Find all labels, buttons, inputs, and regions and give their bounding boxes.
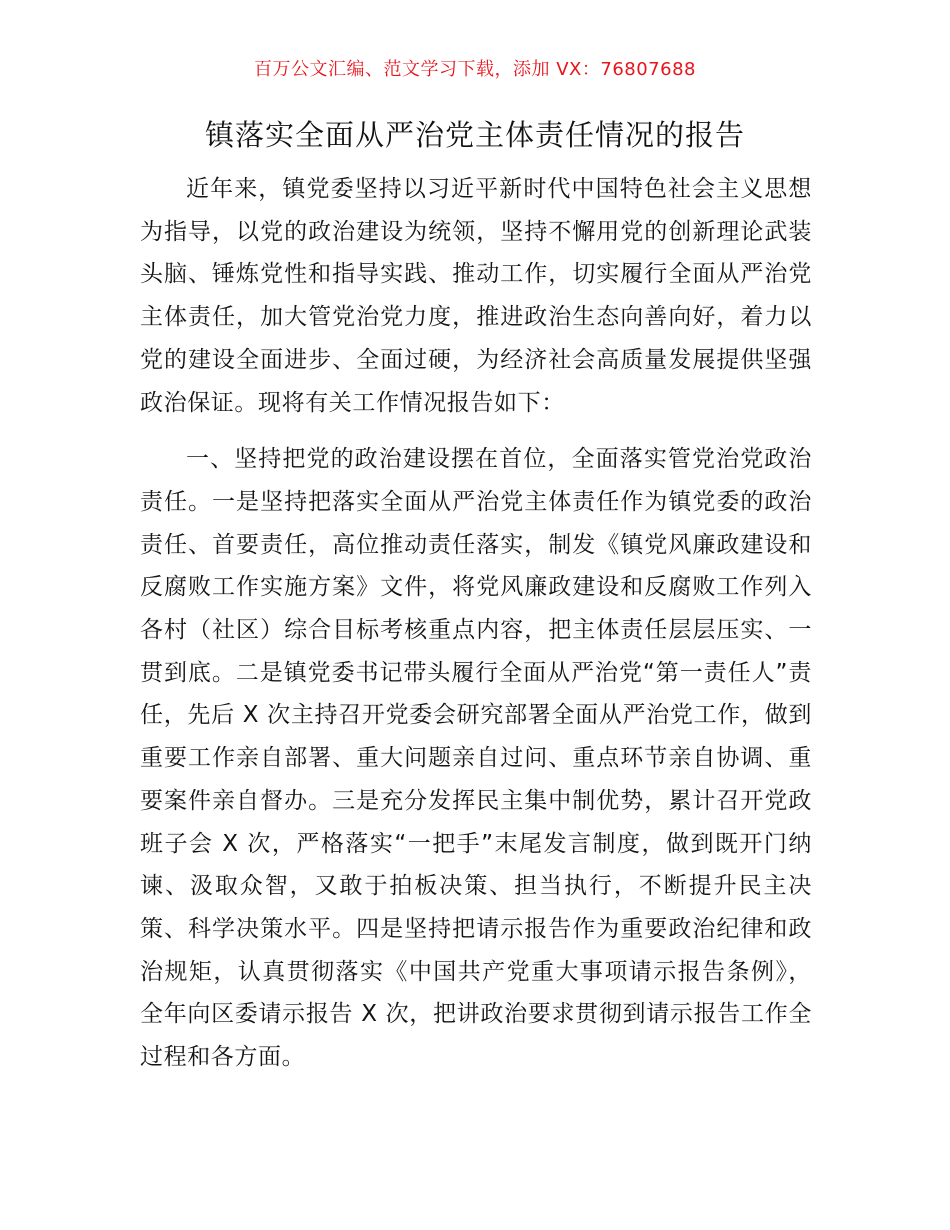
document-title: 镇落实全面从严治党主体责任情况的报告 [204,118,745,152]
watermark-header: 百万公文汇编、范文学习下载，添加 VX：76807688 [254,59,696,80]
document-body [140,168,812,1079]
paragraph-intro: 近年来，镇党委坚持以习近平新时代中国特色社会主义思想为指导，以党的政治建设为统领，坚持不懈用党的创新理论武装头脑、锤炼党性和指导实践、推动工作，切实履行全面从严治党主体责任，加大管党治党力度，推进政治生态向善向好，着力以党的建设全面进步、全面过硬，为经济社会高质量发展提供坚强政治保证。现将有关工作情况报告如下： [140,176,812,416]
paragraph-section-one: 一、坚持把党的政治建设摆在首位，全面落实管党治党政治责任。一是坚持把落实全面从严治党主体责任作为镇党委的政治责任、首要责任，高位推动责任落实，制发《镇党风廉政建设和反腐败工作实施方案》文件，将党风廉政建设和反腐败工作列入各村（社区）综合目标考核重点内容，把主体责任层层压实、一贯到底。二是镇党委书记带头履行全面从严治党“第一责任人”责任，先后 X 次主持召开党委会研究部署全面从严治党工作，做到重要工作亲自部署、重大问题亲自过问、重点环节亲自协调、重要案件亲自督办。三是充分发挥民主集中制优势，累计召开党政班子会 X 次，严格落实“一把手”末尾发言制度，做到既开门纳谏、汲取众智，又敢于拍板决策、担当执行，不断提升民主决策、科学决策水平。四是坚持把请示报告作为重要政治纪律和政治规矩，认真贯彻落实《中国共产党重大事项请示报告条例》，全年向区委请示报告 X 次，把讲政治要求贯彻到请示报告工作全过程和各方面。 [140,446,812,1071]
